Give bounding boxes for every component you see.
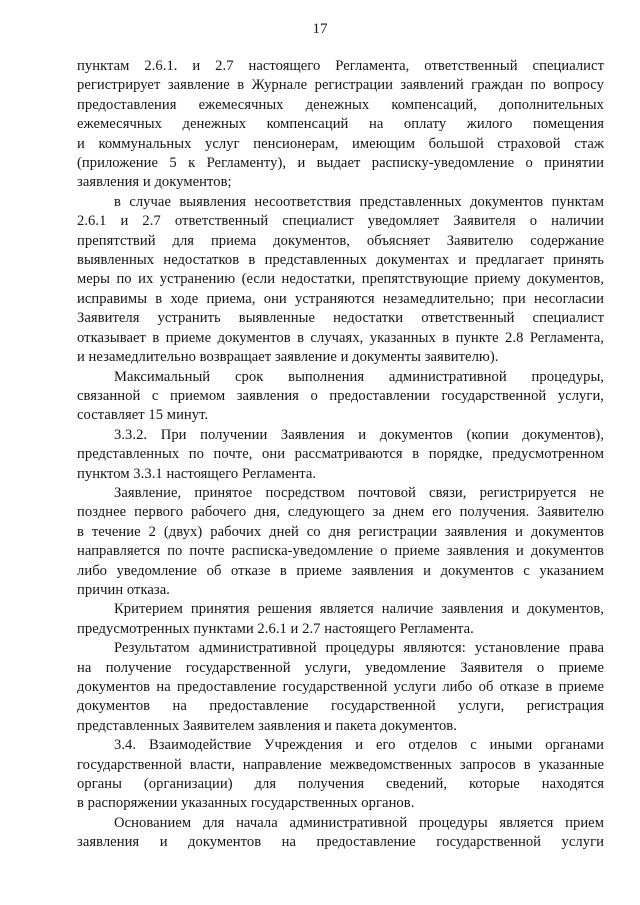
- text-line: причин отказа.: [77, 581, 170, 598]
- text-line: исправимы в ходе приема, они устраняются незамедлительно; при несогласии: [77, 290, 604, 307]
- text-line: составляет 15 минут.: [77, 407, 209, 424]
- text-line: документов на предоставление государственной услуги, регистрация: [77, 698, 604, 715]
- paragraph: [77, 814, 604, 853]
- text-line: 3.4. Взаимодействие Учреждения и его отделов с иными органами: [114, 737, 604, 754]
- text-line: предусмотренных пунктами 2.6.1 и 2.7 настоящего Регламента.: [77, 620, 474, 637]
- text-line: в распоряжении указанных государственных органов.: [77, 795, 415, 812]
- text-line: государственной власти, направление межведомственных запросов в указанные: [77, 756, 604, 773]
- text-line: позднее первого рабочего дня, следующего за днем его получения. Заявителю: [77, 504, 604, 521]
- text-line: либо уведомление об отказе в приеме заявления и документов с указанием: [77, 562, 604, 579]
- paragraph: [77, 736, 604, 814]
- paragraph: [77, 600, 604, 639]
- text-line: в случае выявления несоответствия представленных документов пунктам: [114, 193, 604, 210]
- text-line: заявления и документов на предоставление государственной услуги: [77, 834, 604, 851]
- text-line: направляется по почте расписка-уведомление о приеме заявления и документов: [77, 543, 604, 560]
- text-line: выявленных недостатков в представленных документах и предлагает принять: [77, 252, 604, 269]
- text-line: меры по их устранению (если недостатки, препятствующие приему документов,: [77, 271, 604, 288]
- text-line: на получение государственной услуги, уведомление Заявителя о приеме: [77, 659, 604, 676]
- text-line: и незамедлительно возвращает заявление и документы заявителю).: [77, 349, 499, 366]
- text-line: регистрирует заявление в Журнале регистрации заявлений граждан по вопросу: [77, 77, 604, 94]
- text-line: препятствий для приема документов, объясняет Заявителю содержание: [77, 232, 604, 249]
- text-line: документов на предоставление государственной услуги либо об отказе в приеме: [77, 679, 604, 695]
- paragraph: [77, 193, 604, 368]
- paragraph: [77, 484, 604, 600]
- text-line: органы (организации) для получения сведений, которые находятся: [77, 776, 604, 793]
- text-line: Основанием для начала административной процедуры является прием: [114, 814, 604, 831]
- text-line: связанной с приемом заявления о предоставлении государственной услуги,: [77, 387, 604, 404]
- text-line: предоставления ежемесячных денежных компенсаций, дополнительных: [77, 96, 604, 113]
- paragraph: [77, 57, 604, 193]
- paragraph: [77, 426, 604, 484]
- text-line: Результатом административной процедуры являются: установление права: [114, 640, 604, 657]
- page-body: [77, 57, 604, 853]
- text-line: (приложение 5 к Регламенту), и выдает расписку-уведомление о принятии: [77, 155, 604, 172]
- text-line: пунктом 3.3.1 настоящего Регламента.: [77, 465, 317, 482]
- text-line: в течение 2 (двух) рабочих дней со дня регистрации заявления и документов: [77, 523, 604, 540]
- text-line: представленных по почте, они рассматриваются в порядке, предусмотренном: [77, 446, 604, 463]
- text-line: 3.3.2. При получении Заявления и документов (копии документов),: [114, 426, 604, 443]
- text-line: заявления и документов;: [77, 174, 232, 191]
- text-line: Максимальный срок выполнения административной процедуры,: [114, 368, 604, 385]
- text-line: Заявление, принятое посредством почтовой связи, регистрируется не: [114, 484, 604, 501]
- text-line: представленных Заявителем заявления и пакета документов.: [77, 717, 457, 734]
- text-line: ежемесячных денежных компенсаций на оплату жилого помещения: [77, 116, 604, 133]
- text-line: пунктам 2.6.1. и 2.7 настоящего Регламента, ответственный специалист: [77, 58, 604, 74]
- text-line: Критерием принятия решения является наличие заявления и документов,: [114, 601, 604, 618]
- text-line: и коммунальных услуг пенсионерам, имеющим большой страховой стаж: [77, 135, 604, 152]
- paragraph: [77, 639, 604, 736]
- page-number: 17: [312, 21, 328, 37]
- text-line: Заявителя устранить выявленные недостатки ответственный специалист: [77, 310, 604, 327]
- paragraph: [77, 368, 604, 426]
- text-line: отказывает в приеме документов в случаях, указанных в пункте 2.8 Регламента,: [77, 329, 604, 346]
- text-line: 2.6.1 и 2.7 ответственный специалист уведомляет Заявителя о наличии: [77, 213, 604, 230]
